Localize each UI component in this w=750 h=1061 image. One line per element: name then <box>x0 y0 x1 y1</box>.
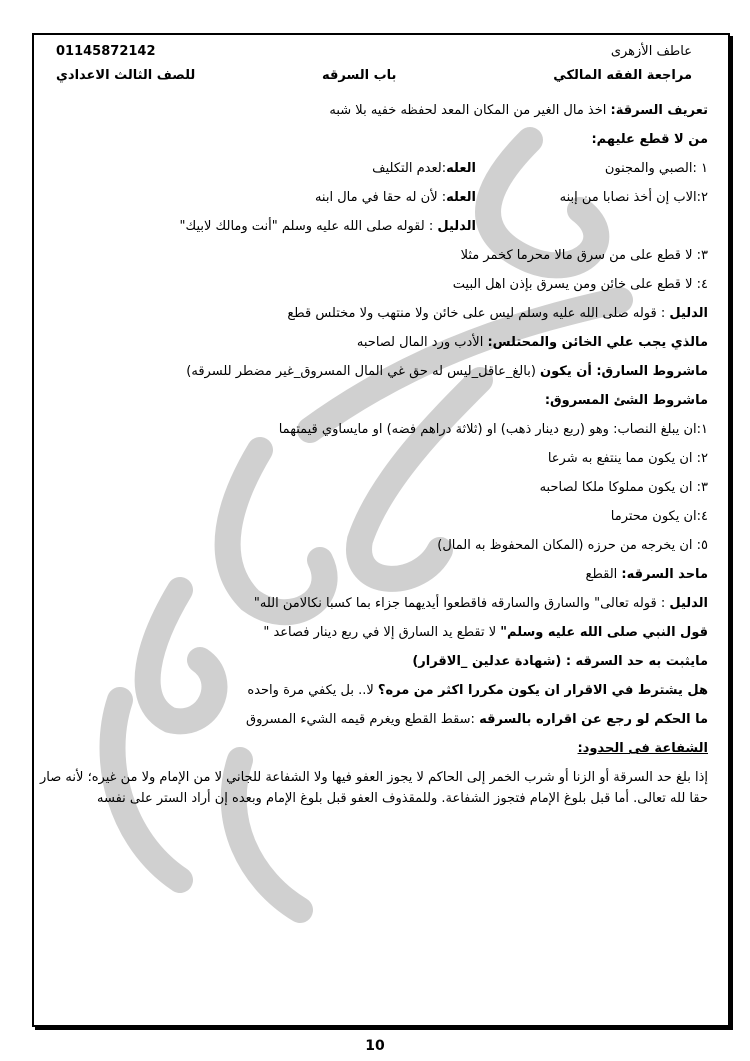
case2-text: ٢:الاب إن أخذ نصابا من إبنه <box>559 190 708 205</box>
no-cut-title: من لا قطع عليهم: <box>591 132 708 147</box>
subject-title: مراجعة الفقه المالكي <box>553 68 692 83</box>
stolen-item-3: ٣: ان يكون مملوكا ملكا لصاحبه <box>539 480 708 495</box>
grade-label: للصف الثالث الاعدادي <box>56 68 196 83</box>
case2-reason: العله: لأن له حقا في مال ابنه <box>314 190 476 205</box>
stolen-title: ماشروط الشئ المسروق: <box>544 393 708 408</box>
case2-evidence: الدليل : لقوله صلى الله عليه وسلم "أنت ومالك لابيك" <box>179 219 476 234</box>
phone-number: 01145872142 <box>56 44 156 59</box>
evidence2-line: الدليل : قوله صلى الله عليه وسلم ليس على خائن ولا منتهب ولا مختلس قطع <box>287 306 708 321</box>
case1-text: ١ :الصبي والمجنون <box>604 161 708 176</box>
thief-conditions-line: ماشروط السارق: أن يكون (بالغ_عاقل_ليس له حق غي المال المسروق_غير مضطر للسرقه) <box>186 364 708 379</box>
definition-text: اخذ مال الغير من المكان المعد لحفظه خفيه بلا شبه <box>329 103 611 118</box>
punishment-line: ماحد السرقه: القطع <box>585 567 708 582</box>
proof-line: مايثبت به حد السرقه : (شهادة عدلين _الاقرار) <box>412 654 708 669</box>
document-body <box>40 96 708 809</box>
intercession-paragraph: إذا بلغ حد السرقة أو الزنا أو شرب الخمر إلى الحاكم لا يجوز العفو فيها ولا الشفاعة للجاني لا من الإمام ولا من غيره؛ لأنه صار حقا لله تعالى. أما قبل بلوغ الإمام فتجوز الشفاعة. وللمقذوف العفو قبل بلوغ الإمام وبعده إن أراد الستر على نفسه <box>40 770 708 806</box>
definition-line <box>40 96 708 125</box>
case1-reason: العله:لعدم التكليف <box>372 161 476 176</box>
case2-line <box>40 183 708 212</box>
confession-repeat-line: هل يشترط في الاقرار ان يكون مكررا اكثر من مره؟ لا.. بل يكفي مرة واحده <box>247 683 708 698</box>
stolen-item-2: ٢: ان يكون مما ينتفع به شرعا <box>547 451 708 466</box>
evidence3-line: الدليل : قوله تعالى" والسارق والسارقه فاقطعوا أيديهما جزاء بما كسبا نكالامن الله" <box>253 596 708 611</box>
chapter-title: باب السرقه <box>322 68 397 83</box>
stolen-item-1: ١:ان يبلغ النصاب: وهو (ربع دينار ذهب) او (ثلاثة دراهم فضه) او مايساوي قيمتهما <box>278 422 708 437</box>
page-number: 10 <box>365 1038 385 1054</box>
hadith-line: قول النبي صلى الله عليه وسلم" لا تقطع يد السارق إلا في ربع دينار فصاعد " <box>263 625 708 640</box>
retract-line: ما الحكم لو رجع عن اقراره بالسرقه :سقط القطع ويغرم قيمه الشيء المسروق <box>246 712 708 727</box>
stolen-item-5: ٥: ان يخرجه من حرزه (المكان المحفوظ به المال) <box>437 538 708 553</box>
author-name: عاطف الأزهرى <box>610 44 692 59</box>
case3-line: ٣: لا قطع على من سرق مالا محرما كخمر مثلا <box>460 248 708 263</box>
intercession-title: الشفاعة فى الحدود: <box>577 741 708 756</box>
definition-label: تعريف السرقة: <box>610 103 708 118</box>
case4-line: ٤: لا قطع على خائن ومن يسرق بإذن اهل البيت <box>452 277 708 292</box>
case1-line <box>40 154 708 183</box>
traitor-line: مالذي يجب علي الخائن والمحتلس: الأدب ورد المال لصاحبه <box>356 335 708 350</box>
stolen-item-4: ٤:ان يكون محترما <box>610 509 708 524</box>
